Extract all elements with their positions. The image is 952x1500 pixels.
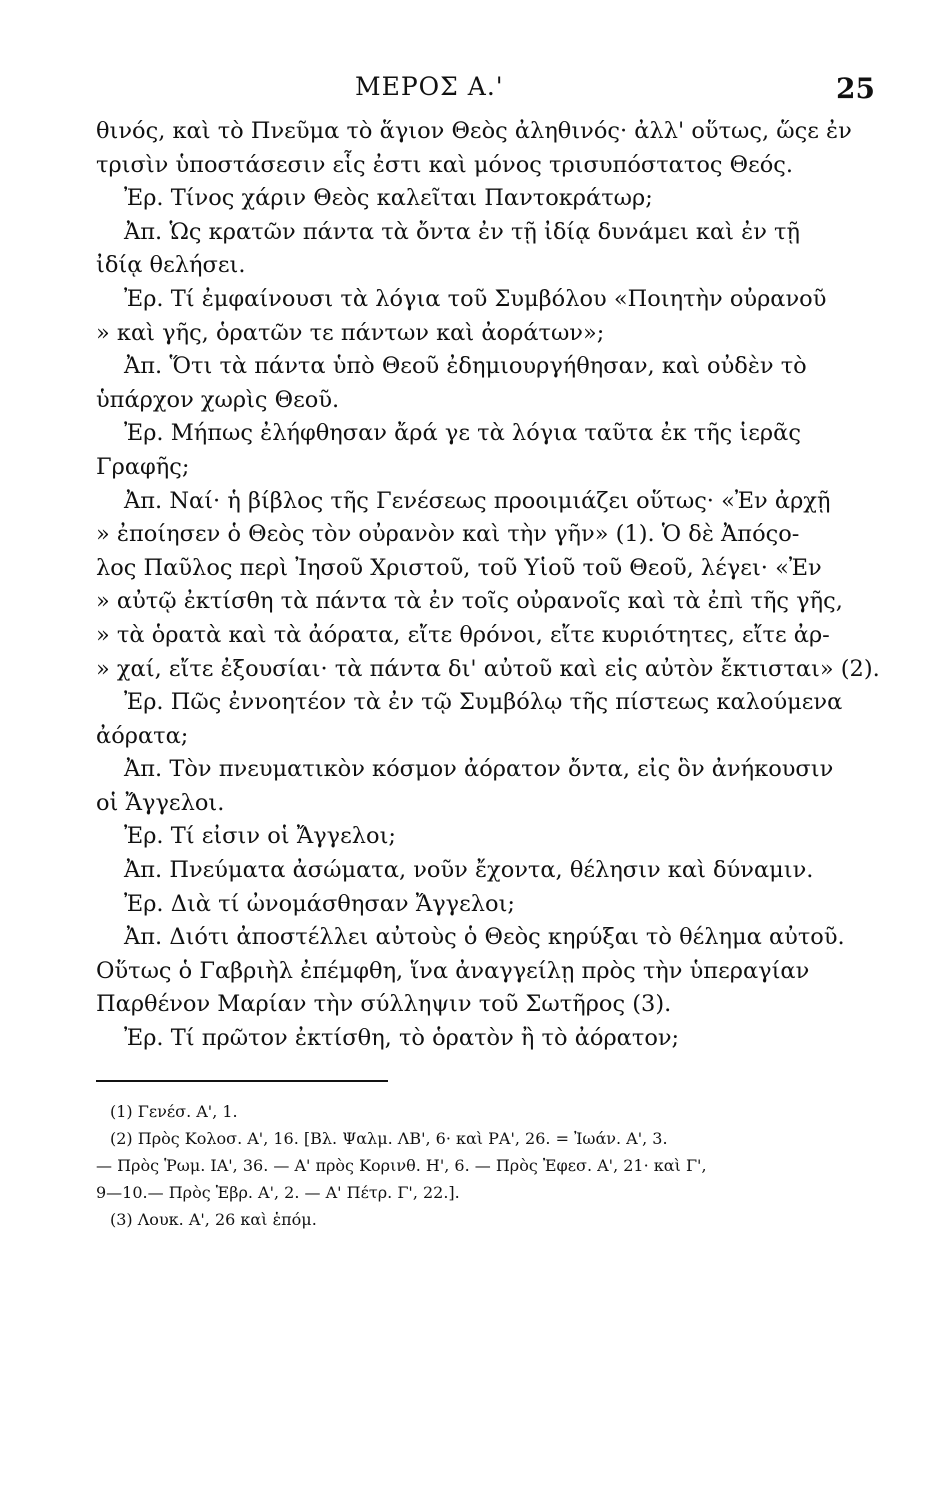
text-line: Ἐρ. Τί ἐμφαίνουσι τὰ λόγια τοῦ Συμβόλου «Ποιητὴν οὐρανοῦ [124,285,827,312]
text-line: Ἐρ. Τί πρῶτον ἐκτίσθη, τὸ ὁρατὸν ἢ τὸ ἀόρατον; [124,1025,680,1052]
text-line: Ἐρ. Μήπως ἐλήφθησαν ἄρά γε τὰ λόγια ταῦτα ἐκ τῆς ἱερᾶς [124,420,801,447]
footnote-line: — Πρὸς Ῥωμ. ΙΑ', 36. — Α' πρὸς Κορινθ. Η', 6. — Πρὸς Ἐφεσ. Α', 21· καὶ Γ', [96,1156,707,1175]
text-line: θινός, καὶ τὸ Πνεῦμα τὸ ἅγιον Θεὸς ἀληθινός· ἀλλ' οὕτως, ὥςε ἐν [96,118,852,144]
page-number: 25 [836,72,875,105]
text-line: ἰδίᾳ θελήσει. [96,252,246,279]
text-line: Ἀπ. Διότι ἀποστέλλει αὐτοὺς ὁ Θεὸς κηρύξαι τὸ θέλημα αὐτοῦ. [124,924,845,951]
text-line: τρισὶν ὑποστάσεσιν εἷς ἐστι καὶ μόνος τρισυπόστατος Θεός. [96,151,794,178]
text-line: ὑπάρχον χωρὶς Θεοῦ. [96,386,340,413]
text-line: λος Παῦλος περὶ Ἰησοῦ Χριστοῦ, τοῦ Υἱοῦ τοῦ Θεοῦ, λέγει· «Ἐν [96,554,822,581]
text-line: » ἐποίησεν ὁ Θεὸς τὸν οὐρανὸν καὶ τὴν γῆν» (1). Ὁ δὲ Ἀπόςο- [96,521,800,548]
footnotes [96,1098,768,1233]
text-line: ἀόρατα; [96,722,189,749]
text-line: οἱ Ἄγγελοι. [96,789,225,816]
page-header [0,72,952,112]
text-line: » χαί, εἴτε ἐξουσίαι· τὰ πάντα δι' αὐτοῦ καὶ εἰς αὐτὸν ἔκτισται» (2). [96,655,880,682]
text-line: Ἐρ. Τίνος χάριν Θεὸς καλεῖται Παντοκράτωρ; [124,185,653,212]
text-line: » αὐτῷ ἐκτίσθη τὰ πάντα τὰ ἐν τοῖς οὐρανοῖς καὶ τὰ ἐπὶ τῆς γῆς, [96,588,843,615]
text-line: Ἀπ. Τὸν πνευματικὸν κόσμον ἀόρατον ὄντα, εἰς ὃν ἀνήκουσιν [124,756,834,783]
running-title: ΜΕΡΟΣ Α.' [355,72,504,101]
text-line: » τὰ ὁρατὰ καὶ τὰ ἀόρατα, εἴτε θρόνοι, εἴτε κυριότητες, εἴτε ἀρ- [96,621,830,648]
text-line: Γραφῆς; [96,453,190,480]
text-line: Ἀπ. Πνεύματα ἀσώματα, νοῦν ἔχοντα, θέλησιν καὶ δύναμιν. [124,857,814,884]
text-line: Παρθένον Μαρίαν τὴν σύλληψιν τοῦ Σωτῆρος (3). [96,991,672,1018]
text-line: Ἀπ. Ὡς κρατῶν πάντα τὰ ὄντα ἐν τῇ ἰδίᾳ δυνάμει καὶ ἐν τῇ [124,218,800,245]
text-line: Οὕτως ὁ Γαβριὴλ ἐπέμφθη, ἵνα ἀναγγείλῃ πρὸς τὴν ὑπεραγίαν [96,957,810,984]
text-line: » καὶ γῆς, ὁρατῶν τε πάντων καὶ ἀοράτων»; [96,319,605,346]
text-line: Ἀπ. Ὅτι τὰ πάντα ὑπὸ Θεοῦ ἐδημιουργήθησαν, καὶ οὐδὲν τὸ [124,353,807,380]
text-line: Ἐρ. Διὰ τί ὠνομάσθησαν Ἄγγελοι; [124,890,515,917]
text-line: Ἐρ. Πῶς ἐννοητέον τὰ ἐν τῷ Συμβόλῳ τῆς πίστεως καλούμενα [124,689,843,716]
footnote-line: (1) Γενέσ. Α', 1. [110,1102,238,1121]
footnote-line: (2) Πρὸς Κολοσ. Α', 16. [Βλ. Ψαλμ. ΛΒ', 6· καὶ ΡΑ', 26. = Ἰωάν. Α', 3. [110,1129,668,1148]
text-line: Ἀπ. Ναί· ἡ βίβλος τῆς Γενέσεως προοιμιάζει οὕτως· «Ἐν ἀρχῇ [124,487,831,514]
footnote-line: 9—10.— Πρὸς Ἑβρ. Α', 2. — Α' Πέτρ. Γ', 22.]. [96,1183,460,1202]
footnote-divider [96,1080,388,1082]
main-text [96,115,880,1056]
text-line: Ἐρ. Τί εἰσιν οἱ Ἄγγελοι; [124,823,396,850]
footnote-line: (3) Λουκ. Α', 26 καὶ ἑπόμ. [110,1210,317,1229]
